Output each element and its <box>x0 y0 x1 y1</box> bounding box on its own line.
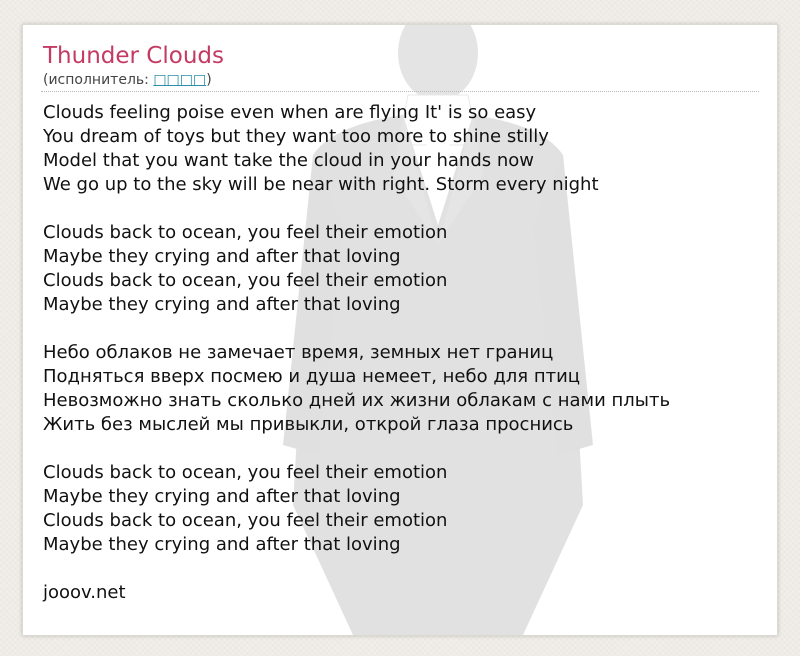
lyric-line: Clouds back to ocean, you feel their emotion <box>43 270 448 291</box>
lyric-line: Небо облаков не замечает время, земных нет границ <box>43 342 554 363</box>
artist-link[interactable]: □□□□ <box>153 72 207 88</box>
lyric-line: Clouds back to ocean, you feel their emotion <box>43 222 448 243</box>
artist-prefix: (исполнитель: <box>43 72 154 88</box>
lyric-line: Maybe they crying and after that loving <box>43 294 401 315</box>
stanza-1 <box>43 101 763 197</box>
lyric-line: You dream of toys but they want too more to shine stilly <box>43 126 549 147</box>
lyrics-card <box>22 24 778 636</box>
lyric-line: Model that you want take the cloud in your hands now <box>43 150 535 171</box>
lyric-line: Maybe they crying and after that loving <box>43 534 401 555</box>
lyric-line: Clouds back to ocean, you feel their emotion <box>43 462 448 483</box>
lyrics-body <box>43 101 763 605</box>
site-credit: jooov.net <box>43 582 126 603</box>
lyric-line: Невозможно знать сколько дней их жизни облакам с нами плыть <box>43 390 671 411</box>
stanza-3 <box>43 341 763 437</box>
lyric-line: Maybe they crying and after that loving <box>43 486 401 507</box>
stanza-4 <box>43 461 763 557</box>
stanza-2 <box>43 221 763 317</box>
lyric-line: We go up to the sky will be near with right. Storm every night <box>43 174 599 195</box>
lyric-line: Clouds feeling poise even when are flying It' is so easy <box>43 102 537 123</box>
title-divider <box>41 91 759 92</box>
lyric-line: Clouds back to ocean, you feel their emotion <box>43 510 448 531</box>
artist-suffix: ) <box>206 72 212 88</box>
lyric-line: Maybe they crying and after that loving <box>43 246 401 267</box>
lyric-line: Жить без мыслей мы привыкли, открой глаза проснись <box>43 414 574 435</box>
song-title: Thunder Clouds <box>43 43 224 69</box>
artist-line <box>43 71 212 89</box>
lyric-line: Подняться вверх посмею и душа немеет, небо для птиц <box>43 366 581 387</box>
